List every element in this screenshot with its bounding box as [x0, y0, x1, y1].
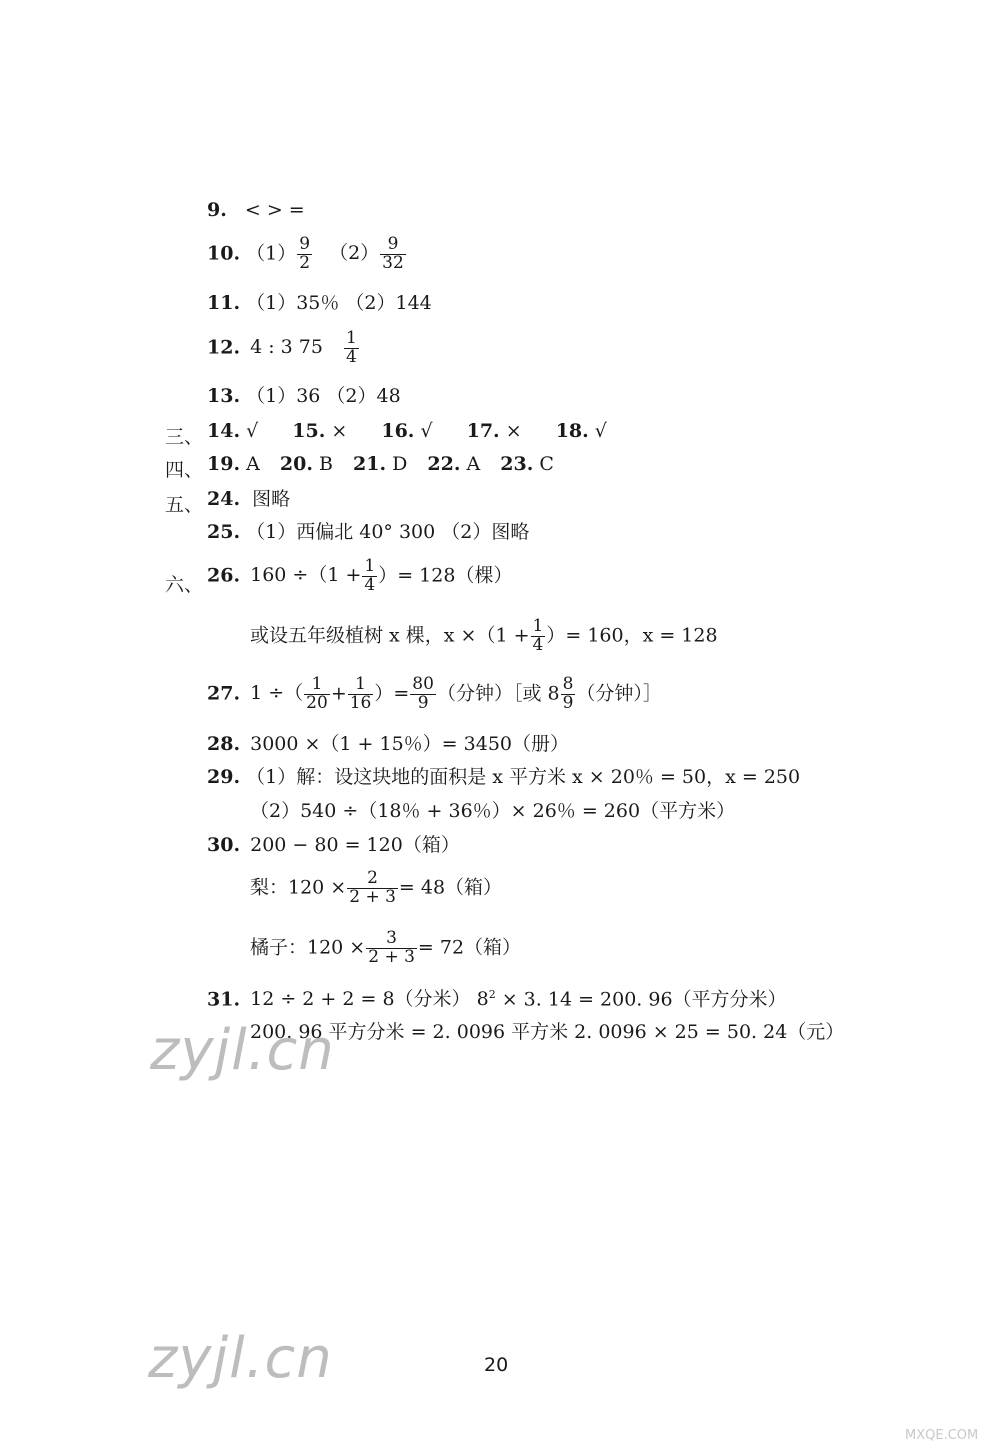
q29-part2: （2）540 ÷（18％ + 36％）× 26％ = 260（平方米）: [250, 800, 736, 822]
q26-alternative: 或设五年级植树 x 棵，x ×（1 + $\frac{1}{4}$ ）= 160，x = 128: [250, 616, 718, 655]
q30-pear: 梨：120 × $\frac{2}{2 + 3}$ = 48（箱）: [250, 868, 503, 907]
watermark-logo: zyjl.cn: [150, 1018, 335, 1083]
q12: 12. 4 : 3 75 $\frac{1}{4}$: [207, 328, 357, 367]
section-6-label: 六、: [165, 574, 204, 596]
fraction: $\frac{8}{9}$: [562, 674, 574, 713]
q30: 30. 200 − 80 = 120（箱）: [207, 834, 460, 856]
q24: 24. 图略: [207, 488, 291, 510]
section-3-label: 三、: [165, 426, 204, 448]
q26: 26. 160 ÷（1 + $\frac{1}{4}$ ）= 128（棵）: [207, 556, 513, 595]
page-number: 20: [484, 1354, 509, 1376]
watermark-logo: zyjl.cn: [148, 1326, 333, 1391]
q28: 28. 3000 ×（1 + 15％）= 3450（册）: [207, 733, 569, 755]
watermark-site: MXQE.COM: [905, 1428, 979, 1443]
choice-answers: 19. A 20. B 21. D 22. A 23. C: [207, 453, 554, 475]
fraction: $\frac{3}{2 + 3}$: [368, 928, 415, 967]
q9: 9. < > =: [207, 199, 305, 221]
fraction: $\frac{9}{32}$: [382, 234, 404, 273]
q29: 29. （1）解：设这块地的面积是 x 平方米 x × 20％ = 50，x = 250: [207, 766, 801, 788]
q31-part2: 200. 96 平方分米 = 2. 0096 平方米 2. 0096 × 25 = 50. 24（元）: [250, 1021, 845, 1043]
q25: 25. （1）西偏北 40° 300 （2）图略: [207, 521, 530, 543]
section-5-label: 五、: [165, 494, 204, 516]
fraction: $\frac{9}{2}$: [299, 234, 311, 273]
q27: 27. 1 ÷（ $\frac{1}{20}$ + $\frac{1}{16}$ ）= $\frac{80}{9}$ （分钟）［或 8 $\frac{8}{9}$ （分钟）］: [207, 674, 662, 713]
q13: 13. （1）36 （2）48: [207, 385, 401, 407]
q31: 31. 12 ÷ 2 + 2 = 8（分米） $8^2 \times 3$. 14 = 200. 96（平方分米）: [207, 988, 787, 1011]
fraction: $\frac{1}{4}$: [532, 616, 544, 655]
fraction: $\frac{1}{20}$: [306, 674, 328, 713]
fraction: $\frac{1}{16}$: [349, 674, 372, 713]
fraction: $\frac{2}{2 + 3}$: [349, 868, 396, 907]
q30-orange: 橘子：120 × $\frac{3}{2 + 3}$ = 72（箱）: [250, 928, 522, 967]
judgement-answers: 14. √ 15. × 16. √ 17. × 18. √: [207, 420, 607, 442]
section-4-label: 四、: [165, 459, 204, 481]
q11: 11. （1）35％ （2）144: [207, 292, 432, 314]
fraction: $\frac{80}{9}$: [412, 674, 434, 713]
fraction: $\frac{1}{4}$: [364, 556, 376, 595]
q10: 10. （1） $\frac{9}{2}$ （2） $\frac{9}{32}$: [207, 234, 404, 273]
fraction: $\frac{1}{4}$: [346, 328, 357, 367]
